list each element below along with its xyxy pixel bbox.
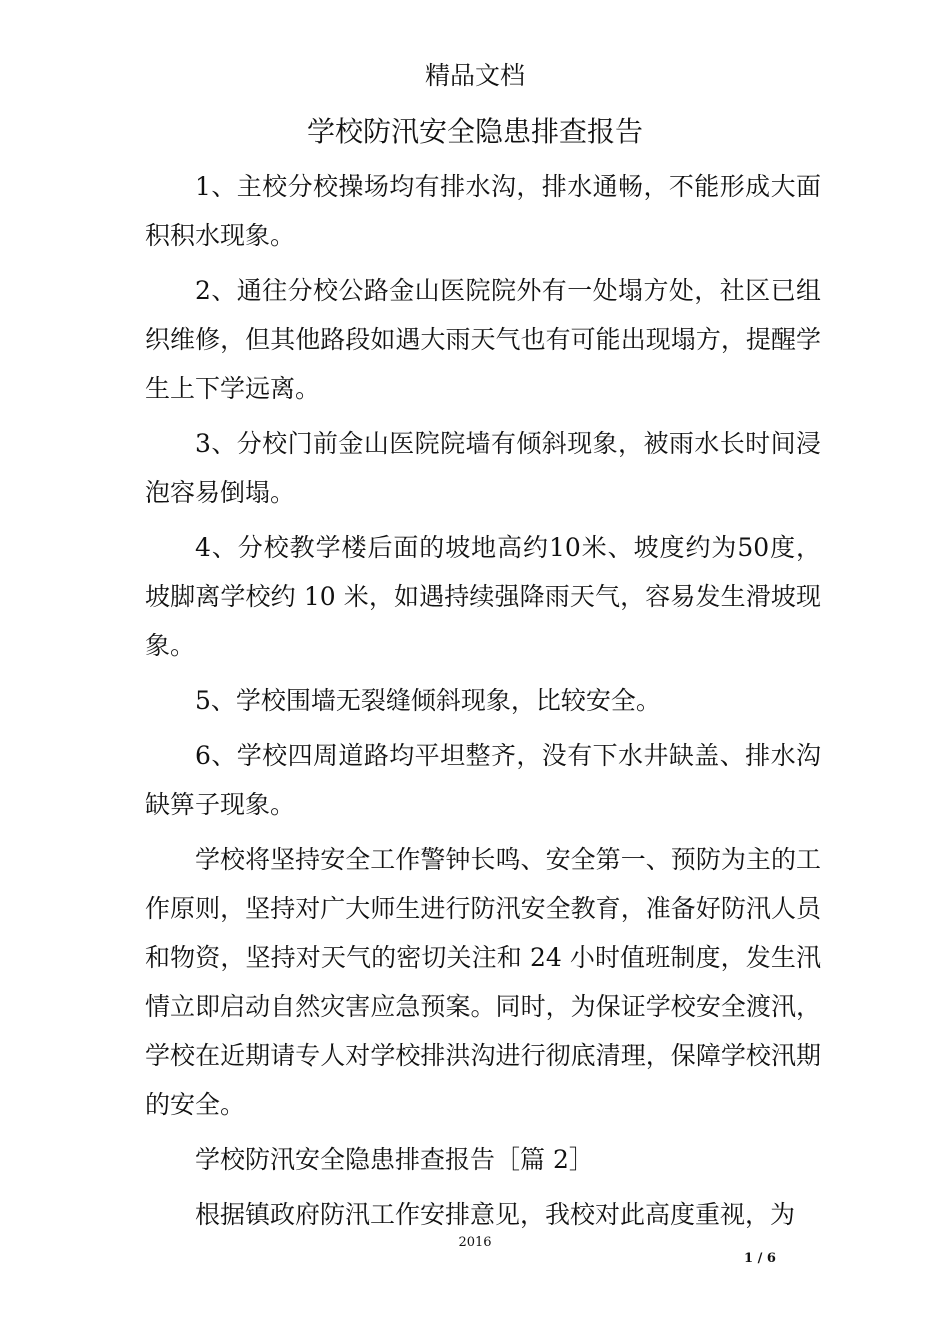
header-title: 精品文档	[424, 61, 525, 90]
page-number: 1 / 6	[744, 1251, 776, 1266]
section-heading-part-2: 学校防汛安全隐患排查报告［篇 2］	[195, 1145, 594, 1174]
paragraph-4: 4、分校教学楼后面的坡地高约10米、坡度约为50度，坡脚离学校约 10 米，如遇持续强降雨天气，容易发生滑坡现象。	[145, 533, 821, 660]
paragraph-6: 6、学校四周道路均平坦整齐，没有下水井缺盖、排水沟缺箅子现象。	[145, 741, 821, 819]
document-body	[145, 162, 821, 1245]
paragraph-part-2-intro: 根据镇政府防汛工作安排意见，我校对此高度重视，为	[195, 1200, 796, 1229]
footer-year: 2016	[458, 1235, 492, 1250]
paragraph-2: 2、通往分校公路金山医院院外有一处塌方处，社区已组织维修，但其他路段如遇大雨天气也有可能出现塌方，提醒学生上下学远离。	[145, 276, 821, 403]
paragraph-1: 1、主校分校操场均有排水沟，排水通畅，不能形成大面积积水现象。	[145, 172, 821, 250]
paragraph-summary: 学校将坚持安全工作警钟长鸣、安全第一、预防为主的工作原则，坚持对广大师生进行防汛安全教育，准备好防汛人员和物资，坚持对天气的密切关注和 24 小时值班制度，发生汛情立即启动自然灾害应急预案。同时，为保证学校安全渡汛，学校在近期请专人对学校排洪沟进行彻底清理，保障学校汛期的安全。	[145, 845, 821, 1119]
paragraph-5: 5、学校围墙无裂缝倾斜现象，比较安全。	[195, 686, 661, 715]
paragraph-3: 3、分校门前金山医院院墙有倾斜现象，被雨水长时间浸泡容易倒塌。	[145, 429, 821, 507]
document-title: 学校防汛安全隐患排查报告	[306, 115, 643, 148]
